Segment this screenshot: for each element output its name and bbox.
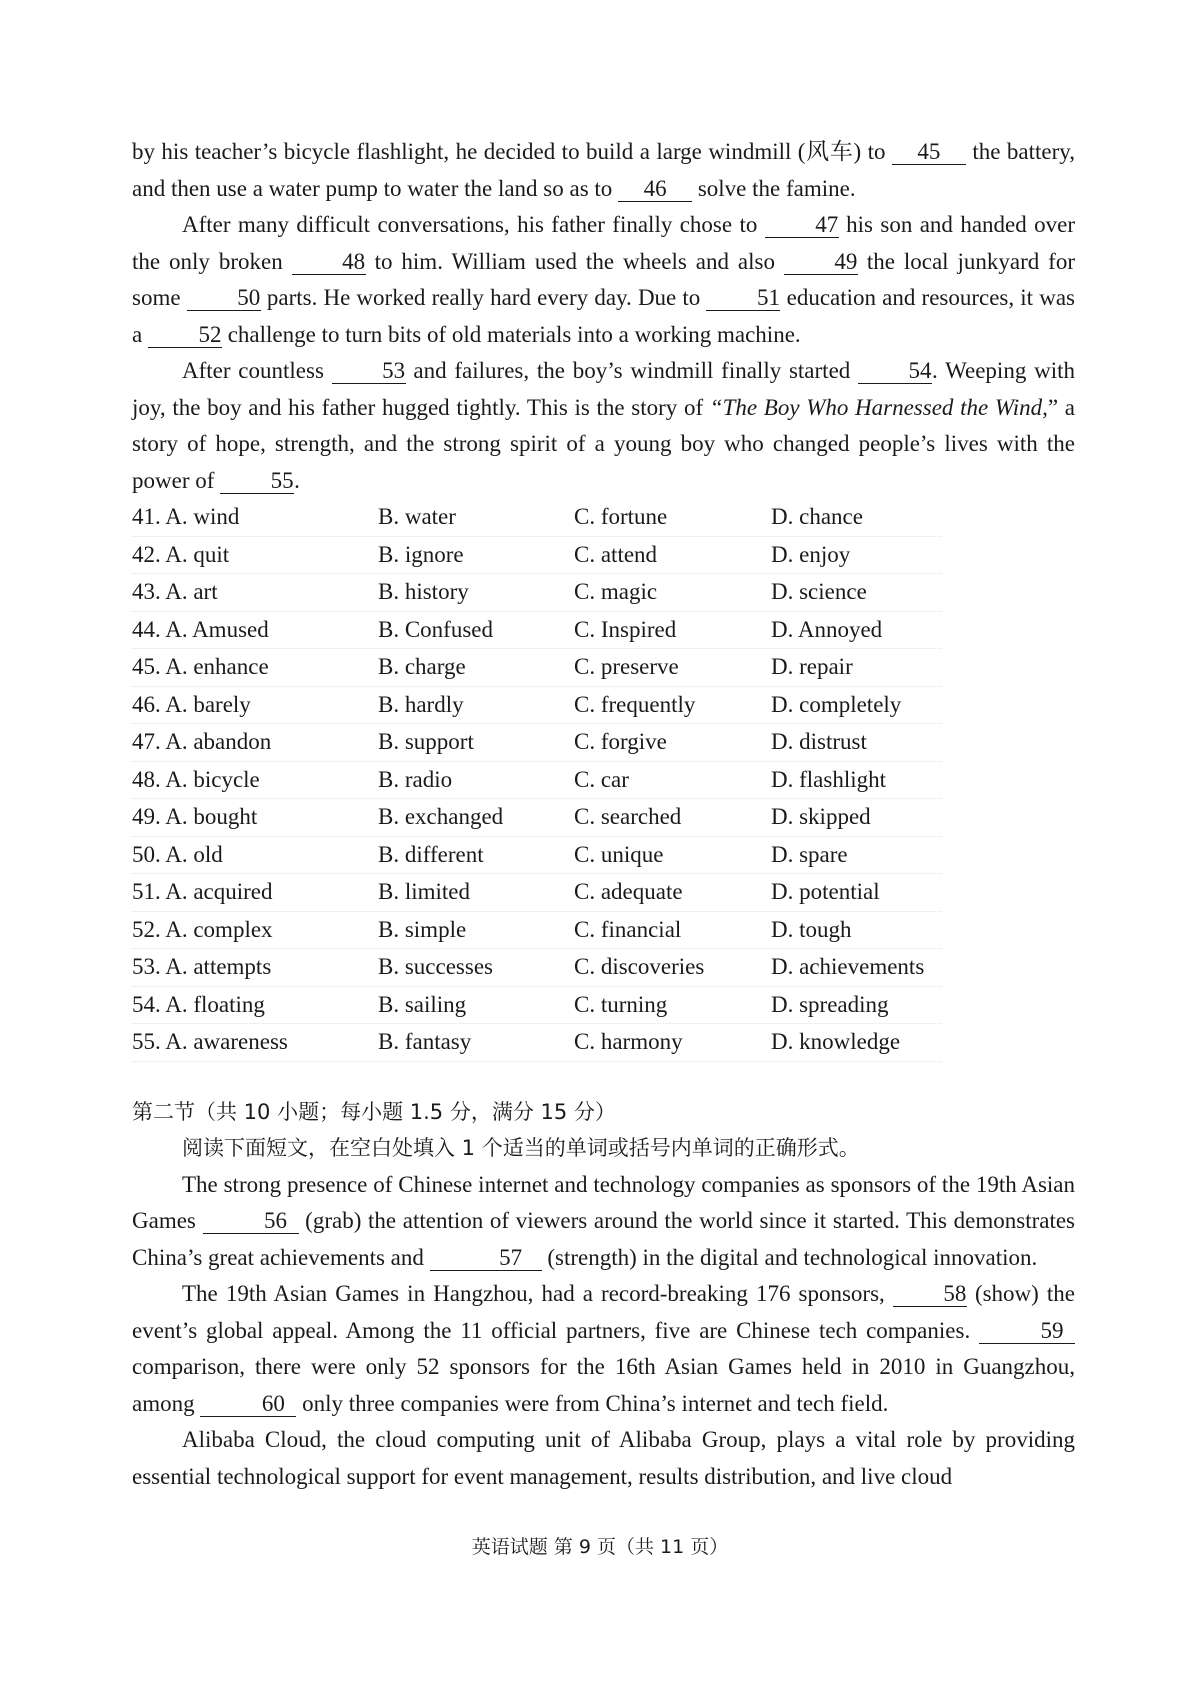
passage-paragraph-3 <box>132 353 1075 499</box>
text: to him. William used the wheels and also <box>365 248 784 274</box>
option-a[interactable]: 43. A. art <box>132 579 218 604</box>
text: ” a story of hope, strength, and the strong spirit of a young boy who changed people’s lives with the power of <box>132 394 1075 493</box>
text: comparison, there were only 52 sponsors for the 16th Asian Games held in 2010 in Guangzhou, among <box>132 1354 1075 1416</box>
option-b[interactable]: B. fantasy <box>378 1029 472 1054</box>
option-c[interactable]: C. unique <box>574 841 664 867</box>
option-d[interactable]: D. completely <box>771 691 902 717</box>
text: solve the famine. <box>692 175 856 201</box>
option-c[interactable]: C. car <box>574 766 629 792</box>
option-c[interactable]: C. adequate <box>574 879 683 904</box>
option-c[interactable]: C. forgive <box>574 729 667 754</box>
text: (show) the event’s global appeal. Among the 11 official partners, five are Chinese tech companies. <box>132 1281 1075 1343</box>
blank-57[interactable]: 57 <box>430 1246 542 1271</box>
option-c[interactable]: C. attend <box>574 541 658 567</box>
page-footer: 英语试题 第 9 页（共 11 页） <box>471 1536 729 1558</box>
blank-59[interactable]: 59 <box>979 1319 1075 1344</box>
option-b[interactable]: B. history <box>378 579 469 604</box>
grammar-paragraph-1 <box>132 1167 1075 1277</box>
story-title: “The Boy Who Harnessed the Wind, <box>709 394 1048 420</box>
option-d[interactable]: D. achievements <box>771 954 925 979</box>
option-a[interactable]: 45. A. enhance <box>132 654 269 679</box>
option-a[interactable]: 49. A. bought <box>132 804 258 829</box>
blank-51[interactable]: 51 <box>706 286 780 311</box>
option-d[interactable]: D. flashlight <box>771 766 886 792</box>
option-b[interactable]: B. radio <box>378 766 453 792</box>
option-b[interactable]: B. support <box>378 729 474 754</box>
option-a[interactable]: 51. A. acquired <box>132 879 273 904</box>
option-b[interactable]: B. ignore <box>378 541 464 567</box>
option-d[interactable]: D. knowledge <box>771 1029 901 1054</box>
grammar-paragraph-3: Alibaba Cloud, the cloud computing unit of Alibaba Group, plays a vital role by providing essential technological support for event management, results distribution, and live cloud <box>132 1427 1075 1489</box>
text: After countless <box>182 358 332 383</box>
option-b[interactable]: B. successes <box>378 954 493 979</box>
option-row <box>132 537 942 575</box>
blank-55[interactable]: 55 <box>220 469 294 494</box>
grammar-paragraph-2 <box>132 1276 1075 1422</box>
blank-46[interactable]: 46 <box>618 177 692 202</box>
option-d[interactable]: D. distrust <box>771 729 867 754</box>
option-row <box>132 1024 942 1062</box>
option-c[interactable]: C. frequently <box>574 691 696 717</box>
option-a[interactable]: 47. A. abandon <box>132 729 272 754</box>
blank-56[interactable]: 56 <box>203 1209 299 1234</box>
section-heading: 第二节（共 10 小题；每小题 1.5 分，满分 15 分） <box>132 1099 616 1124</box>
text: (grab) the attention of viewers around the world since it started. This demonstrates China’s great achievements and <box>132 1208 1076 1270</box>
option-row <box>132 499 942 537</box>
option-c[interactable]: C. harmony <box>574 1029 683 1054</box>
option-c[interactable]: C. preserve <box>574 654 679 679</box>
option-row <box>132 687 942 725</box>
section-2 <box>132 1094 1075 1496</box>
passage-paragraph-2 <box>132 207 1075 353</box>
option-b[interactable]: B. hardly <box>378 691 464 717</box>
option-a[interactable]: 41. A. wind <box>132 504 240 529</box>
text: only three companies were from China’s internet and tech field. <box>296 1390 889 1416</box>
option-row <box>132 987 942 1025</box>
option-b[interactable]: B. simple <box>378 916 467 942</box>
text: The strong presence of Chinese internet and technology companies as sponsors of the 19th Asian Games <box>132 1171 1075 1233</box>
blank-50[interactable]: 50 <box>187 286 261 311</box>
option-a[interactable]: 55. A. awareness <box>132 1029 288 1054</box>
option-b[interactable]: B. limited <box>378 879 470 904</box>
option-row <box>132 837 942 875</box>
option-c[interactable]: C. fortune <box>574 504 668 529</box>
option-a[interactable]: 50. A. old <box>132 841 223 867</box>
option-row <box>132 649 942 687</box>
option-a[interactable]: 53. A. attempts <box>132 954 272 979</box>
text: . Weeping with joy, the boy and his father hugged tightly. This is the story of <box>132 358 1075 420</box>
option-c[interactable]: C. magic <box>574 579 658 604</box>
option-row <box>132 724 942 762</box>
option-row <box>132 912 942 950</box>
option-c[interactable]: C. discoveries <box>574 954 705 979</box>
option-d[interactable]: D. spare <box>771 841 848 867</box>
text: and failures, the boy’s windmill finally started <box>405 358 859 383</box>
option-a[interactable]: 48. A. bicycle <box>132 766 260 792</box>
option-a[interactable]: 46. A. barely <box>132 691 251 717</box>
option-c[interactable]: C. turning <box>574 991 668 1017</box>
text: by his teacher’s bicycle flashlight, he decided to build a large windmill (风车) to <box>132 139 892 164</box>
text: (strength) in the digital and technological innovation. <box>541 1244 1038 1270</box>
option-b[interactable]: B. exchanged <box>378 804 504 829</box>
text: After many difficult conversations, his father finally chose to <box>182 212 765 237</box>
section-instruction: 阅读下面短文，在空白处填入 1 个适当的单词或括号内单词的正确形式。 <box>182 1136 860 1160</box>
blank-49[interactable]: 49 <box>784 250 858 275</box>
option-b[interactable]: B. water <box>378 504 456 529</box>
answer-options <box>132 499 1075 1062</box>
option-d[interactable]: D. repair <box>771 654 853 679</box>
text: parts. He worked really hard every day. Due to <box>260 285 707 310</box>
option-row <box>132 949 942 987</box>
blank-54[interactable]: 54 <box>858 359 932 384</box>
option-c[interactable]: C. financial <box>574 916 682 942</box>
option-d[interactable]: D. tough <box>771 916 852 942</box>
text: the local junkyard for some <box>132 248 1075 310</box>
option-d[interactable]: D. science <box>771 579 867 604</box>
option-d[interactable]: D. enjoy <box>771 541 851 567</box>
option-a[interactable]: 42. A. quit <box>132 541 230 567</box>
option-c[interactable]: C. searched <box>574 804 682 829</box>
option-a[interactable]: 44. A. Amused <box>132 616 269 642</box>
blank-58[interactable]: 58 <box>893 1282 967 1307</box>
option-row <box>132 874 942 912</box>
option-b[interactable]: B. Confused <box>378 616 493 642</box>
blank-47[interactable]: 47 <box>765 213 839 238</box>
text: The 19th Asian Games in Hangzhou, had a record-breaking 176 sponsors, <box>182 1281 893 1306</box>
blank-48[interactable]: 48 <box>292 250 366 275</box>
text: challenge to turn bits of old materials into a working machine. <box>221 321 801 347</box>
text: his son and handed over the only broken <box>132 212 1075 274</box>
option-a[interactable]: 54. A. floating <box>132 991 265 1017</box>
option-row <box>132 799 942 837</box>
option-d[interactable]: D. potential <box>771 879 880 904</box>
blank-60[interactable]: 60 <box>200 1392 296 1417</box>
text: . <box>294 467 300 493</box>
blank-53[interactable]: 53 <box>332 359 406 384</box>
option-row <box>132 762 942 800</box>
option-d[interactable]: D. spreading <box>771 991 889 1017</box>
option-d[interactable]: D. Annoyed <box>771 616 883 642</box>
option-b[interactable]: B. charge <box>378 654 466 679</box>
option-b[interactable]: B. sailing <box>378 991 467 1017</box>
option-d[interactable]: D. chance <box>771 504 863 529</box>
blank-45[interactable]: 45 <box>892 140 966 165</box>
option-a[interactable]: 52. A. complex <box>132 916 273 942</box>
text: the battery, and then use a water pump to water the land so as to <box>132 139 1075 201</box>
blank-52[interactable]: 52 <box>148 323 222 348</box>
text: education and resources, it was a <box>132 285 1075 347</box>
passage-paragraph-1 <box>132 134 1075 207</box>
option-c[interactable]: C. Inspired <box>574 616 677 642</box>
option-row <box>132 574 942 612</box>
option-b[interactable]: B. different <box>378 841 484 867</box>
option-d[interactable]: D. skipped <box>771 804 871 829</box>
page-content <box>132 134 1075 1495</box>
option-row <box>132 612 942 650</box>
